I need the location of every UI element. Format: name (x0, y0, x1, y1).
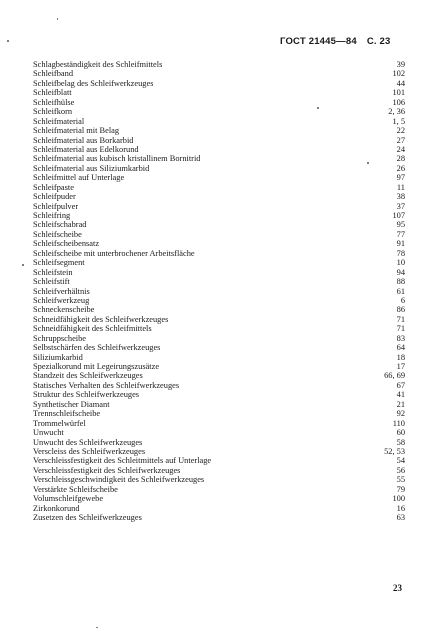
entry-pages: 94 (396, 267, 405, 277)
index-entry (33, 419, 405, 428)
entry-pages: 88 (396, 277, 405, 287)
entry-pages: 91 (396, 239, 405, 249)
index-entry (33, 268, 405, 277)
index-entry (33, 98, 405, 107)
scan-speck (22, 264, 24, 266)
entry-term: Unwucht des Schleifwerkzeuges (33, 437, 143, 447)
index-entry (33, 428, 405, 437)
entry-pages: 77 (396, 229, 405, 239)
page-header (280, 36, 391, 47)
index-entry (33, 296, 405, 305)
entry-pages: 79 (396, 484, 405, 494)
index-entry (33, 485, 405, 494)
entry-term: Statisches Verhalten des Schleifwerkzeuges (33, 380, 180, 390)
entry-pages: 2, 36 (388, 107, 405, 117)
entry-pages: 100 (392, 494, 405, 504)
index-entry (33, 409, 405, 418)
entry-pages: 110 (392, 418, 405, 428)
entry-term: Schleifmaterial (33, 116, 85, 126)
index-entry (33, 277, 405, 286)
entry-term: Schleifscheibensatz (33, 239, 100, 249)
entry-term: Synthetischer Diamant (33, 399, 110, 409)
entry-pages: 63 (396, 513, 405, 522)
entry-pages: 37 (396, 201, 405, 211)
index-entry (33, 400, 405, 409)
entry-pages: 106 (392, 97, 405, 107)
index-entry (33, 60, 405, 69)
entry-pages: 78 (396, 248, 405, 258)
index-entry (33, 258, 405, 267)
entry-pages: 58 (396, 437, 405, 447)
entry-term: Schleifmaterial mit Belag (33, 126, 120, 136)
entry-term: Schleifmaterial aus Siliziumkarbid (33, 163, 150, 173)
entry-pages: 64 (396, 343, 405, 353)
entry-term: Zirkonkorund (33, 503, 80, 513)
index-entry (33, 145, 405, 154)
entry-term: Schleifstein (33, 267, 73, 277)
entry-term: Selbstschärfen des Schleifwerkzeuges (33, 343, 161, 353)
entry-term: Schleifhülse (33, 97, 75, 107)
index-entry (33, 494, 405, 503)
entry-pages: 71 (396, 324, 405, 334)
index-entry (33, 504, 405, 513)
entry-pages: 61 (396, 286, 405, 296)
entry-pages: 21 (396, 399, 405, 409)
index-entry (33, 287, 405, 296)
entry-term: Schleifwerkzeug (33, 295, 90, 305)
index-entry (33, 183, 405, 192)
index-entry (33, 334, 405, 343)
entry-term: Standzeit des Schleifwerkzeuges (33, 371, 143, 381)
entry-term: Verschleissfestigkeit des Schleitmittels auf Unterlage (33, 456, 212, 466)
entry-term: Schleifblatt (33, 88, 72, 98)
entry-pages: 86 (396, 305, 405, 315)
index-entry (33, 456, 405, 465)
entry-pages: 1, 5 (392, 116, 405, 126)
entry-term: Schleifsegment (33, 258, 85, 268)
entry-pages: 26 (396, 163, 405, 173)
entry-pages: 52, 53 (384, 446, 405, 456)
entry-pages: 71 (396, 314, 405, 324)
index-entry (33, 324, 405, 333)
entry-term: Schleifmaterial aus kubisch kristallinem Bornitrid (33, 154, 201, 164)
index-entry (33, 136, 405, 145)
entry-pages: 28 (396, 154, 405, 164)
index-entry (33, 107, 405, 116)
entry-term: Spezialkorund mit Legeirungszusätze (33, 362, 160, 371)
entry-pages: 60 (396, 428, 405, 438)
entry-pages: 83 (396, 333, 405, 343)
entry-pages: 92 (396, 409, 405, 419)
index-entry (33, 230, 405, 239)
entry-term: Schleifstift (33, 277, 70, 287)
entry-term: Zusetzen des Schleifwerkzeuges (33, 513, 142, 522)
entry-pages: 38 (396, 192, 405, 202)
entry-pages: 54 (396, 456, 405, 466)
index-entry (33, 69, 405, 78)
index-entry (33, 126, 405, 135)
index-entry (33, 466, 405, 475)
entry-term: Trennschleifscheibe (33, 409, 101, 419)
entry-term: Siliziumkarbid (33, 352, 83, 362)
page-number: 23 (393, 583, 402, 593)
index-entry (33, 154, 405, 163)
entry-term: Schlagbeständigkeit des Schleifmittels (33, 60, 163, 69)
scan-speck (367, 162, 369, 164)
index-entry (33, 164, 405, 173)
entry-pages: 97 (396, 173, 405, 183)
entry-term: Schleifring (33, 211, 71, 220)
entry-term: Verschleissgeschwindigkeit des Schleifwerkzeuges (33, 475, 205, 485)
index-entry (33, 447, 405, 456)
index-entry (33, 220, 405, 229)
entry-term: Trommelwürfel (33, 418, 86, 428)
header-page-label: С. 23 (366, 36, 391, 47)
scan-speck (96, 627, 98, 628)
scan-speck (7, 40, 9, 42)
index-entry (33, 88, 405, 97)
entry-pages: 95 (396, 220, 405, 230)
entry-term: Schruppscheibe (33, 333, 87, 343)
entry-term: Struktur des Schleifwerkzeuges (33, 390, 140, 400)
entry-pages: 55 (396, 475, 405, 485)
entry-pages: 16 (396, 503, 405, 513)
entry-term: Schleifpulver (33, 201, 79, 211)
entry-term: Schleifband (33, 69, 74, 79)
entry-pages: 22 (396, 126, 405, 136)
index-entry (33, 202, 405, 211)
entry-term: Schleifscheibe mit unterbrochener Arbeitsfläche (33, 248, 195, 258)
entry-term: Schneckenscheibe (33, 305, 95, 315)
index-entry (33, 239, 405, 248)
entry-pages: 102 (392, 69, 405, 79)
entry-term: Verschleissfestigkeit des Schleifwerkzeuges (33, 465, 181, 475)
entry-pages: 44 (396, 78, 405, 88)
index-entry (33, 343, 405, 352)
entry-term: Schneidfähigkeit des Schleifwerkzeuges (33, 314, 169, 324)
entry-term: Schleifmaterial aus Borkarbid (33, 135, 134, 145)
entry-pages: 101 (392, 88, 405, 98)
entry-term: Schneidfähigkeit des Schleifmittels (33, 324, 152, 334)
entry-term: Volumschleifgewebe (33, 494, 104, 504)
index-entry (33, 305, 405, 314)
standard-number: ГОСТ 21445—84 (280, 36, 357, 47)
entry-pages: 41 (396, 390, 405, 400)
index-entry (33, 211, 405, 220)
entry-term: Schleifkorn (33, 107, 73, 117)
entry-term: Schleifschabrad (33, 220, 87, 230)
index-entry (33, 513, 405, 522)
entry-pages: 11 (396, 182, 405, 192)
entry-term: Schleifscheibe (33, 229, 82, 239)
index-entry (33, 79, 405, 88)
entry-term: Schleifbelag des Schleifwerkzeuges (33, 78, 154, 88)
entry-term: Schleifpaste (33, 182, 74, 192)
scan-speck (317, 107, 319, 109)
index-entry (33, 117, 405, 126)
entry-pages: 66, 69 (384, 371, 405, 381)
entry-pages: 27 (396, 135, 405, 145)
entry-pages: 67 (396, 380, 405, 390)
index-entry (33, 315, 405, 324)
scan-speck (57, 18, 58, 20)
index-entry (33, 475, 405, 484)
entry-term: Verscleiss des Schleifwerkzeuges (33, 446, 146, 456)
entry-pages: 39 (396, 60, 405, 69)
index-entry (33, 249, 405, 258)
entry-term: Unwucht (33, 428, 64, 438)
entry-pages: 24 (396, 144, 405, 154)
entry-term: Schleifmaterial aus Edelkorund (33, 144, 139, 154)
index-entry (33, 192, 405, 201)
index-entry (33, 362, 405, 371)
entry-term: Schleifmittel auf Unterlage (33, 173, 125, 183)
entry-pages: 10 (396, 258, 405, 268)
entry-term: Verstärkte Schleifscheibe (33, 484, 118, 494)
entry-pages: 17 (396, 362, 405, 371)
index-entry (33, 371, 405, 380)
entry-pages: 6 (400, 295, 405, 305)
index-entry (33, 173, 405, 182)
entry-pages: 107 (392, 211, 405, 220)
index-entry (33, 381, 405, 390)
index-entry (33, 390, 405, 399)
entry-term: Schleifpuder (33, 192, 76, 202)
index-entry (33, 353, 405, 362)
term-index (33, 60, 405, 522)
entry-pages: 18 (396, 352, 405, 362)
index-entry (33, 438, 405, 447)
entry-pages: 56 (396, 465, 405, 475)
entry-term: Schleifverhältnis (33, 286, 90, 296)
